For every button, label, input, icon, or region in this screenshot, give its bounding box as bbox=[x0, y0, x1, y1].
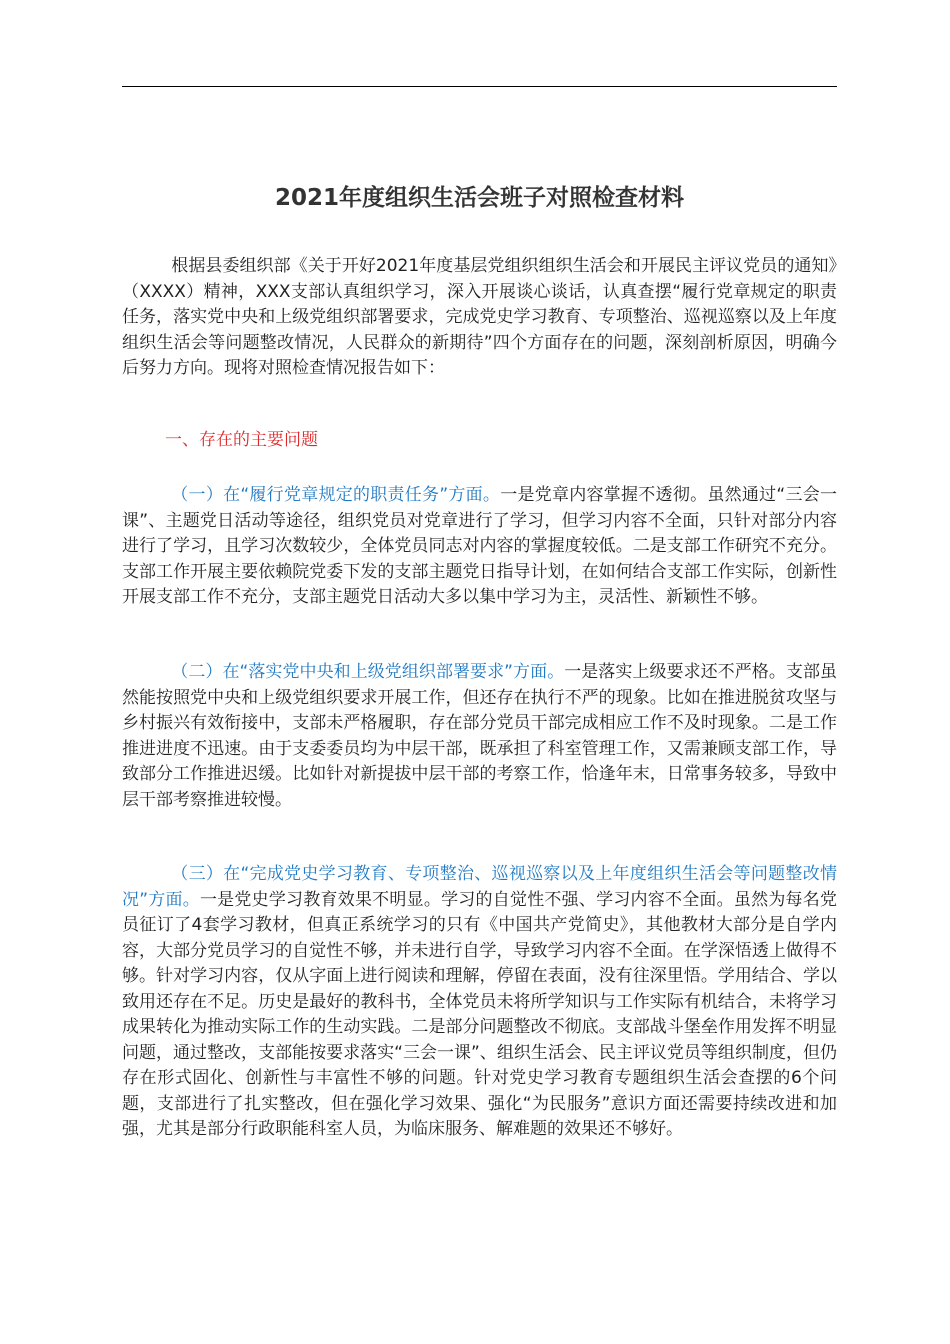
item-text-3: 一是党史学习教育效果不明显。学习的自觉性不强、学习内容不全面。虽然为每名党员征订了4套学习教材，但真正系统学习的只有《中国共产党简史》，其他教材大部分是自学内容，大部分党员学习的自觉性不够，并未进行自学，导致学习内容不全面。在学深悟透上做得不够。针对学习内容，仅从字面上进行阅读和理解，停留在表面，没有往深里悟。学用结合、学以致用还存在不足。历史是最好的教科书，全体党员未将所学知识与工作实际有机结合，未将学习成果转化为推动实际工作的生动实践。二是部分问题整改不彻底。支部战斗堡垒作用发挥不明显问题，通过整改，支部能按要求落实“三会一课”、组织生活会、民主评议党员等组织制度，但仍存在形式固化、创新性与丰富性不够的问题。针对党史学习教育专题组织生活会查摆的6个问题，支部进行了扎实整改，但在强化学习效果、强化“为民服务”意识方面还需要持续改进和加强，尤其是部分行政职能科室人员，为临床服务、解难题的效果还不够好。 bbox=[122, 889, 838, 1139]
intro-paragraph: 根据县委组织部《关于开好2021年度基层党组织组织生活会和开展民主评议党员的通知》（XXXX）精神，XXX支部认真组织学习，深入开展谈心谈话，认真查摆“履行党章规定的职责任务，落实党中央和上级党组织部署要求，完成党史学习教育、专项整治、巡视巡察以及上年度组织生活会等问题整改情况，人民群众的新期待”四个方面存在的问题，深刻剖析原因，明确今后努力方向。现将对照检查情况报告如下： bbox=[122, 256, 837, 378]
document-title: 2021年度组织生活会班子对照检查材料 bbox=[274, 185, 684, 211]
item-heading-3: （三）在“完成党史学习教育、专项整治、巡视巡察以及上年度组织生活会等问题整改情况”方面。 bbox=[122, 864, 837, 910]
header-rule bbox=[122, 86, 837, 87]
item-text-2: 一是落实上级要求还不严格。支部虽然能按照党中央和上级党组织要求开展工作，但还存在执行不严的现象。比如在推进脱贫攻坚与乡村振兴有效衔接中，支部未严格履职，存在部分党员干部完成相应工作不及时现象。二是工作推进进度不迅速。由于支委委员均为中层干部，既承担了科室管理工作，又需兼顾支部工作，导致部分工作推进迟缓。比如针对新提拔中层干部的考察工作，恰逢年末，日常事务较多，导致中层干部考察推进较慢。 bbox=[122, 662, 838, 810]
item-paragraph-1 bbox=[122, 483, 837, 611]
item-paragraph-3 bbox=[122, 862, 837, 1143]
item-text-1: 一是党章内容掌握不透彻。虽然通过“三会一课”、主题党日活动等途径，组织党员对党章进行了学习，但学习内容不全面，只针对部分内容进行了学习，且学习次数较少，全体党员同志对内容的掌握度较低。二是支部工作研究不充分。支部工作开展主要依赖院党委下发的支部主题党日指导计划，在如何结合支部工作实际，创新性开展支部工作不充分，支部主题党日活动大多以集中学习为主，灵活性、新颖性不够。 bbox=[122, 485, 837, 607]
item-heading-2: （二）在“落实党中央和上级党组织部署要求”方面。 bbox=[171, 662, 565, 682]
section-heading: 一、存在的主要问题 bbox=[165, 430, 318, 450]
item-heading-1: （一）在“履行党章规定的职责任务”方面。 bbox=[171, 485, 501, 505]
item-paragraph-2 bbox=[122, 660, 837, 813]
